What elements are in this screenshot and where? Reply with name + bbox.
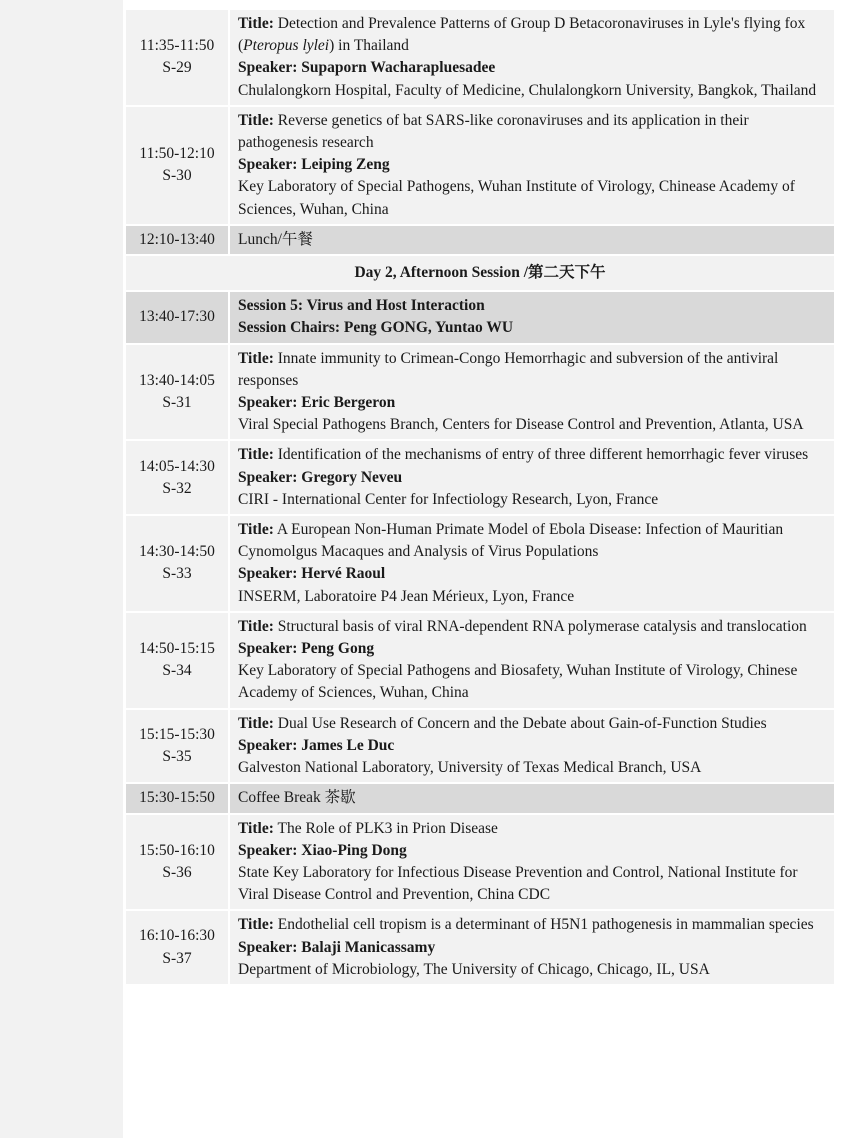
talk-code: S-36 <box>162 863 192 881</box>
talk-time: 14:50-15:15 <box>139 640 215 658</box>
table-row <box>126 10 834 105</box>
speaker-name: Leiping Zeng <box>301 156 390 174</box>
talk-title-post: ) in Thailand <box>329 37 409 55</box>
affiliation: Chulalongkorn Hospital, Faculty of Medicine, Chulalongkorn University, Bangkok, Thailand <box>238 81 817 99</box>
speaker-name: Xiao-Ping Dong <box>301 841 407 859</box>
speaker-name: Supaporn Wacharapluesadee <box>301 59 496 77</box>
speaker-name: Peng Gong <box>301 640 375 658</box>
coffee-row <box>126 784 834 812</box>
affiliation: Key Laboratory of Special Pathogens, Wuhan Institute of Virology, Chinease Academy of Sciences, Wuhan, China <box>238 178 795 218</box>
talk-details <box>230 911 834 984</box>
title-label: Title: <box>238 714 274 732</box>
time-cell <box>126 516 228 611</box>
session-title: Session 5: Virus and Host Interaction <box>238 297 485 315</box>
affiliation: State Key Laboratory for Infectious Disease Prevention and Control, National Institute for Viral Disease Control and Prevention, China CDC <box>238 863 798 904</box>
talk-time: 16:10-16:30 <box>139 927 215 945</box>
talk-title: Dual Use Research of Concern and the Debate about Gain-of-Function Studies <box>277 714 767 732</box>
talk-title-pre: Detection and Prevalence Patterns of Group D Betacoronaviruses in Lyle's flying fox ( <box>238 15 806 55</box>
coffee-label: Coffee Break 茶歇 <box>230 784 834 812</box>
talk-details <box>230 441 834 514</box>
talk-details <box>230 107 834 224</box>
talk-time: 13:40-14:05 <box>139 371 215 389</box>
talk-details <box>230 613 834 708</box>
talk-code: S-29 <box>162 59 192 77</box>
table-row <box>126 911 834 984</box>
title-label: Title: <box>238 15 274 32</box>
affiliation: Galveston National Laboratory, University of Texas Medical Branch, USA <box>238 759 702 777</box>
talk-time: 11:35-11:50 <box>139 37 215 55</box>
talk-title: The Role of PLK3 in Prion Disease <box>277 819 498 837</box>
session-chairs: Session Chairs: Peng GONG, Yuntao WU <box>238 319 514 337</box>
time-cell <box>126 10 228 105</box>
table-row <box>126 107 834 224</box>
talk-title: Identification of the mechanisms of entry of three different hemorrhagic fever viruses <box>277 446 809 464</box>
speaker-label: Speaker: <box>238 938 298 956</box>
session-details <box>230 292 834 342</box>
talk-details <box>230 516 834 611</box>
talk-code: S-31 <box>162 394 192 412</box>
talk-details <box>230 10 834 105</box>
talk-code: S-37 <box>162 949 192 967</box>
time-cell <box>126 345 228 440</box>
table-row <box>126 345 834 440</box>
table-row <box>126 516 834 611</box>
day-header-row <box>126 256 834 290</box>
affiliation: Viral Special Pathogens Branch, Centers for Disease Control and Prevention, Atlanta, USA <box>238 416 804 434</box>
speaker-label: Speaker: <box>238 565 298 583</box>
talk-time: 11:50-12:10 <box>139 145 215 163</box>
time-cell <box>126 613 228 708</box>
day-header: Day 2, Afternoon Session /第二天下午 <box>126 256 834 290</box>
talk-code: S-34 <box>162 662 192 680</box>
speaker-name: James Le Duc <box>301 736 395 754</box>
time-cell <box>126 107 228 224</box>
talk-code: S-30 <box>162 167 192 185</box>
talk-details <box>230 710 834 783</box>
talk-time: 14:30-14:50 <box>139 543 215 561</box>
speaker-label: Speaker: <box>238 736 298 754</box>
speaker-label: Speaker: <box>238 841 298 859</box>
talk-title-italic: Pteropus lylei <box>243 37 330 55</box>
table-row <box>126 613 834 708</box>
title-label: Title: <box>238 617 274 635</box>
speaker-label: Speaker: <box>238 468 298 486</box>
affiliation: INSERM, Laboratoire P4 Jean Mérieux, Lyon, France <box>238 587 575 605</box>
speaker-name: Gregory Neveu <box>301 468 403 486</box>
coffee-time: 15:30-15:50 <box>126 784 228 812</box>
title-label: Title: <box>238 349 274 367</box>
talk-title: Structural basis of viral RNA-dependent RNA polymerase catalysis and translocation <box>277 617 807 635</box>
speaker-label: Speaker: <box>238 394 298 412</box>
talk-title: Endothelial cell tropism is a determinant of H5N1 pathogenesis in mammalian species <box>277 916 814 934</box>
talk-title: Innate immunity to Crimean-Congo Hemorrhagic and subversion of the antiviral responses <box>238 349 779 389</box>
title-label: Title: <box>238 916 274 934</box>
talk-details <box>230 815 834 910</box>
talk-details <box>230 345 834 440</box>
title-label: Title: <box>238 819 274 837</box>
left-margin-panel <box>0 0 123 1138</box>
speaker-label: Speaker: <box>238 156 298 174</box>
talk-code: S-33 <box>162 565 192 583</box>
time-cell <box>126 815 228 910</box>
speaker-name: Balaji Manicassamy <box>301 938 436 956</box>
talk-code: S-32 <box>162 479 192 497</box>
time-cell <box>126 710 228 783</box>
speaker-label: Speaker: <box>238 59 298 77</box>
lunch-label: Lunch/午餐 <box>230 226 834 254</box>
speaker-name: Eric Bergeron <box>301 394 396 412</box>
lunch-row <box>126 226 834 254</box>
session-time: 13:40-17:30 <box>126 292 228 342</box>
title-label: Title: <box>238 521 274 539</box>
speaker-label: Speaker: <box>238 640 298 658</box>
table-row <box>126 815 834 910</box>
affiliation: Key Laboratory of Special Pathogens and Biosafety, Wuhan Institute of Virology, Chinese Academy of Sciences, Wuhan, China <box>238 662 798 702</box>
title-label: Title: <box>238 111 274 129</box>
talk-time: 15:15-15:30 <box>139 725 215 743</box>
time-cell <box>126 441 228 514</box>
schedule-table <box>124 8 836 986</box>
talk-time: 15:50-16:10 <box>139 841 215 859</box>
table-row <box>126 710 834 783</box>
session-row <box>126 292 834 342</box>
talk-time: 14:05-14:30 <box>139 457 215 475</box>
table-row <box>126 441 834 514</box>
talk-title: Reverse genetics of bat SARS-like coronaviruses and its application in their pathogenesis research <box>238 111 749 152</box>
lunch-time: 12:10-13:40 <box>126 226 228 254</box>
affiliation: Department of Microbiology, The University of Chicago, Chicago, IL, USA <box>238 960 710 978</box>
time-cell <box>126 911 228 984</box>
speaker-name: Hervé Raoul <box>301 565 386 583</box>
talk-title: A European Non-Human Primate Model of Ebola Disease: Infection of Mauritian Cynomolgus Macaques and Analysis of Virus Populations <box>238 521 784 561</box>
talk-code: S-35 <box>162 747 192 765</box>
affiliation: CIRI - International Center for Infectiology Research, Lyon, France <box>238 490 659 508</box>
title-label: Title: <box>238 446 274 464</box>
